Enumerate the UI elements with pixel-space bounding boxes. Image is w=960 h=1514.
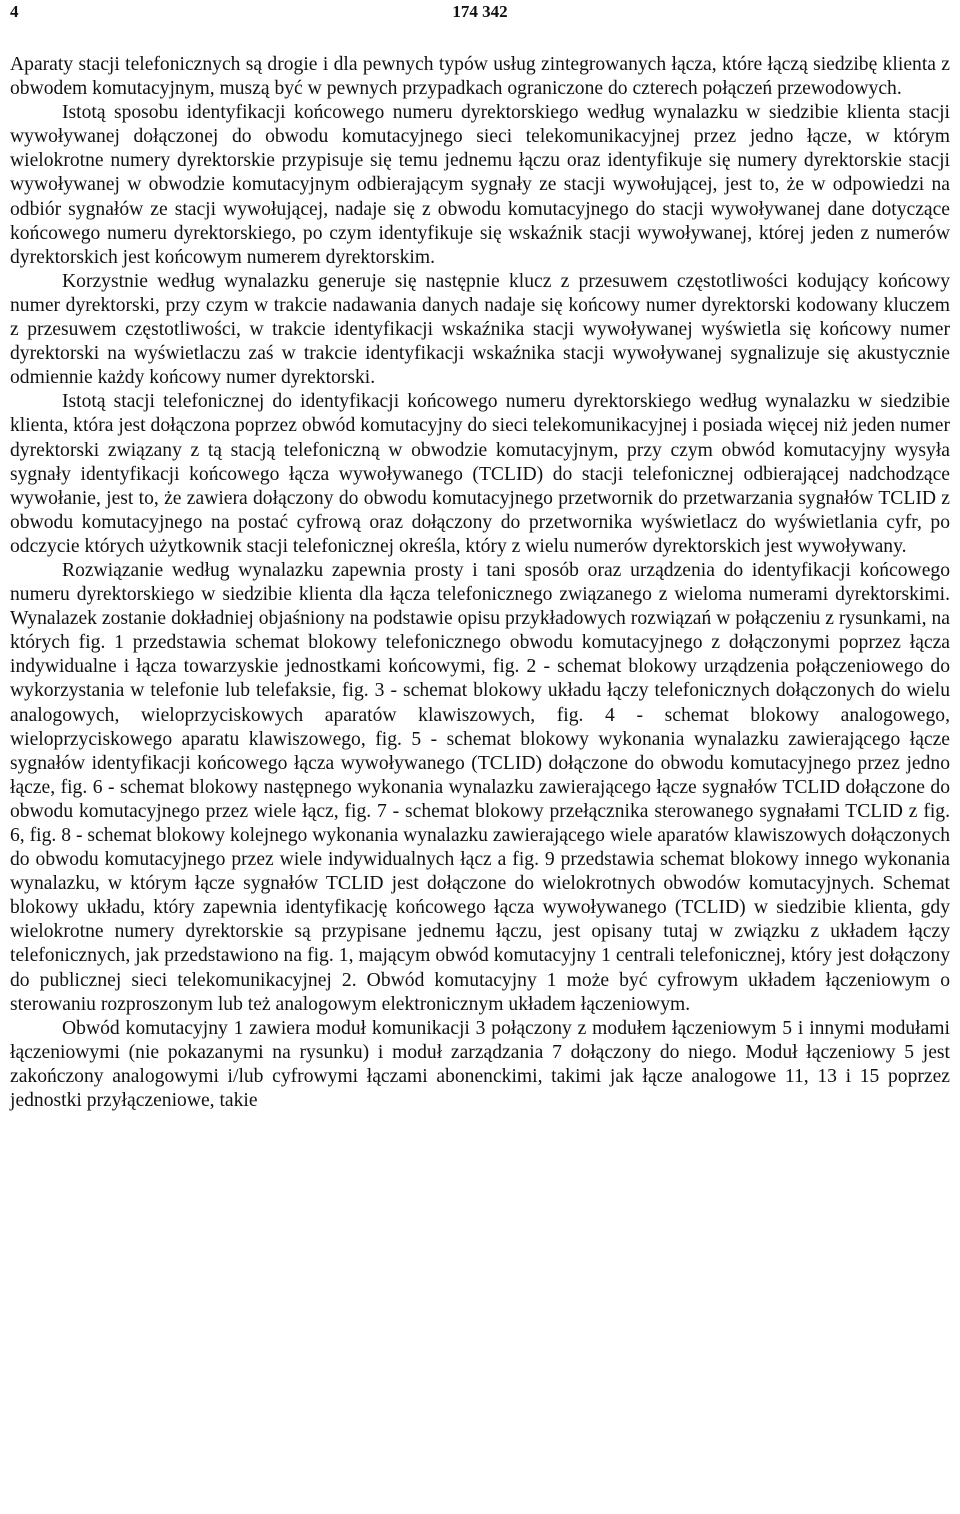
paragraph: Rozwiązanie według wynalazku zapewnia prosty i tani sposób oraz urządzenia do identyfikacji końcowego numeru dyrektorskiego w siedzibie klienta dla łącza telefonicznego związanego z wieloma numerami dyrektorskimi. Wynalazek zostanie dokładniej objaśniony na podstawie opisu przykładowych rozwiązań w połączeniu z rysunkami, na których fig. 1 przedstawia schemat blokowy telefonicznego obwodu komutacyjnego z dołączonymi poprzez łącza indywidualne i łącza towarzyskie jednostkami końcowymi, fig. 2 - schemat blokowy urządzenia połączeniowego do wykorzystania w telefonie lub telefaksie, fig. 3 - schemat blokowy układu łączy telefonicznych dołączonych do wielu analogowych, wieloprzyciskowych aparatów klawiszowych, fig. 4 - schemat blokowy analogowego, wieloprzyciskowego aparatu klawiszowego, fig. 5 - schemat blokowy wykonania wynalazku zawierającego łącze sygnałów identyfikacji końcowego łącza wywoływanego (TCLID) dołączone do obwodu komutacyjnego przez jedno łącze, fig. 6 - schemat blokowy następnego wykonania wynalazku zawierającego łącze sygnałów TCLID dołączone do obwodu komutacyjnego przez wiele łącz, fig. 7 - schemat blokowy przełącznika sterowanego sygnałami TCLID z fig. 6, fig. 8 - schemat blokowy kolejnego wykonania wynalazku zawierającego wiele aparatów klawiszowych dołączonych do obwodu komutacyjnego przez wiele indywidualnych łącz a fig. 9 przedstawia schemat blokowy innego wykonania wynalazku, w którym łącze sygnałów TCLID jest dołączone do wielokrotnych obwodów komutacyjnych. Schemat blokowy układu, który zapewnia identyfikację końcowego łącza wywoływanego (TCLID) w siedzibie klienta, gdy wielokrotne numery dyrektorskie są przypisane jednemu łączu, jest opisany tutaj w związku z układem łączy telefonicznych, jak przedstawiono na fig. 1, mającym obwód komutacyjny 1 centrali telefonicznej, który jest dołączony do publicznej sieci telekomunikacyjnej 2. Obwód komutacyjny 1 może być cyfrowym układem łączeniowym o sterowaniu rozproszonym lub też analogowym elektronicznym układem łączeniowym.	[10, 559, 950, 1015]
document-page	[10, 0, 950, 1113]
body-text	[10, 53, 950, 1113]
document-number: 174 342	[452, 2, 508, 21]
paragraph: Istotą stacji telefonicznej do identyfikacji końcowego numeru dyrektorskiego według wynalazku w siedzibie klienta, która jest dołączona poprzez obwód komutacyjny do sieci telekomunikacyjnej i posiada więcej niż jeden numer dyrektorski związany z tą stacją telefoniczną w obwodzie komutacyjnym, przy czym obwód komutacyjny wysyła sygnały identyfikacji końcowego łącza wywoływanego (TCLID) do stacji telefonicznej odbierającej nadchodzące wywołanie, jest to, że zawiera dołączony do obwodu komutacyjnego przetwornik do przetwarzania sygnałów TCLID z obwodu komutacyjnego na postać cyfrową oraz dołączony do przetwornika wyświetlacz do wyświetlania cyfr, po odczycie których użytkownik stacji telefonicznej określa, który z wielu numerów dyrektorskich jest wywoływany.	[10, 391, 950, 557]
page-number: 4	[10, 2, 19, 21]
paragraph: Aparaty stacji telefonicznych są drogie i dla pewnych typów usług zintegrowanych łącza, które łączą siedzibę klienta z obwodem komutacyjnym, muszą być w pewnych przypadkach ograniczone do czterech połączeń przewodowych.	[10, 54, 950, 100]
paragraph: Istotą sposobu identyfikacji końcowego numeru dyrektorskiego według wynalazku w siedzibie klienta stacji wywoływanej dołączonej do obwodu komutacyjnego sieci telekomunikacyjnej przez jedno łącze, w którym wielokrotne numery dyrektorskie przypisuje się temu jednemu łączu oraz identyfikuje się numery dyrektorskie stacji wywoływanej w obwodzie komutacyjnym odbierającym sygnały ze stacji wywołującej, jest to, że w odpowiedzi na odbiór sygnałów ze stacji wywołującej, nadaje się z obwodu komutacyjnego do stacji wywoływanej dane dotyczące końcowego numeru dyrektorskiego, po czym identyfikuje się wskaźnik stacji wywoływanej, której jeden z numerów dyrektorskich jest końcowym numerem dyrektorskim.	[10, 102, 950, 268]
page-header	[10, 0, 950, 26]
paragraph: Korzystnie według wynalazku generuje się następnie klucz z przesuwem częstotliwości kodujący końcowy numer dyrektorski, przy czym w trakcie nadawania danych nadaje się końcowy numer dyrektorski kodowany kluczem z przesuwem częstotliwości, w trakcie identyfikacji wskaźnika stacji wywoływanej wyświetla się końcowy numer dyrektorski na wyświetlaczu zaś w trakcie identyfikacji wskaźnika stacji wywoływanej sygnalizuje się akustycznie odmiennie każdy końcowy numer dyrektorski.	[10, 270, 950, 389]
paragraph: Obwód komutacyjny 1 zawiera moduł komunikacji 3 połączony z modułem łączeniowym 5 i innymi modułami łączeniowymi (nie pokazanymi na rysunku) i moduł zarządzania 7 dołączony do niego. Moduł łączeniowy 5 jest zakończony analogowymi i/lub cyfrowymi łączami abonenckimi, takimi jak łącze analogowe 11, 13 i 15 poprzez jednostki przyłączeniowe, takie	[10, 1017, 950, 1112]
